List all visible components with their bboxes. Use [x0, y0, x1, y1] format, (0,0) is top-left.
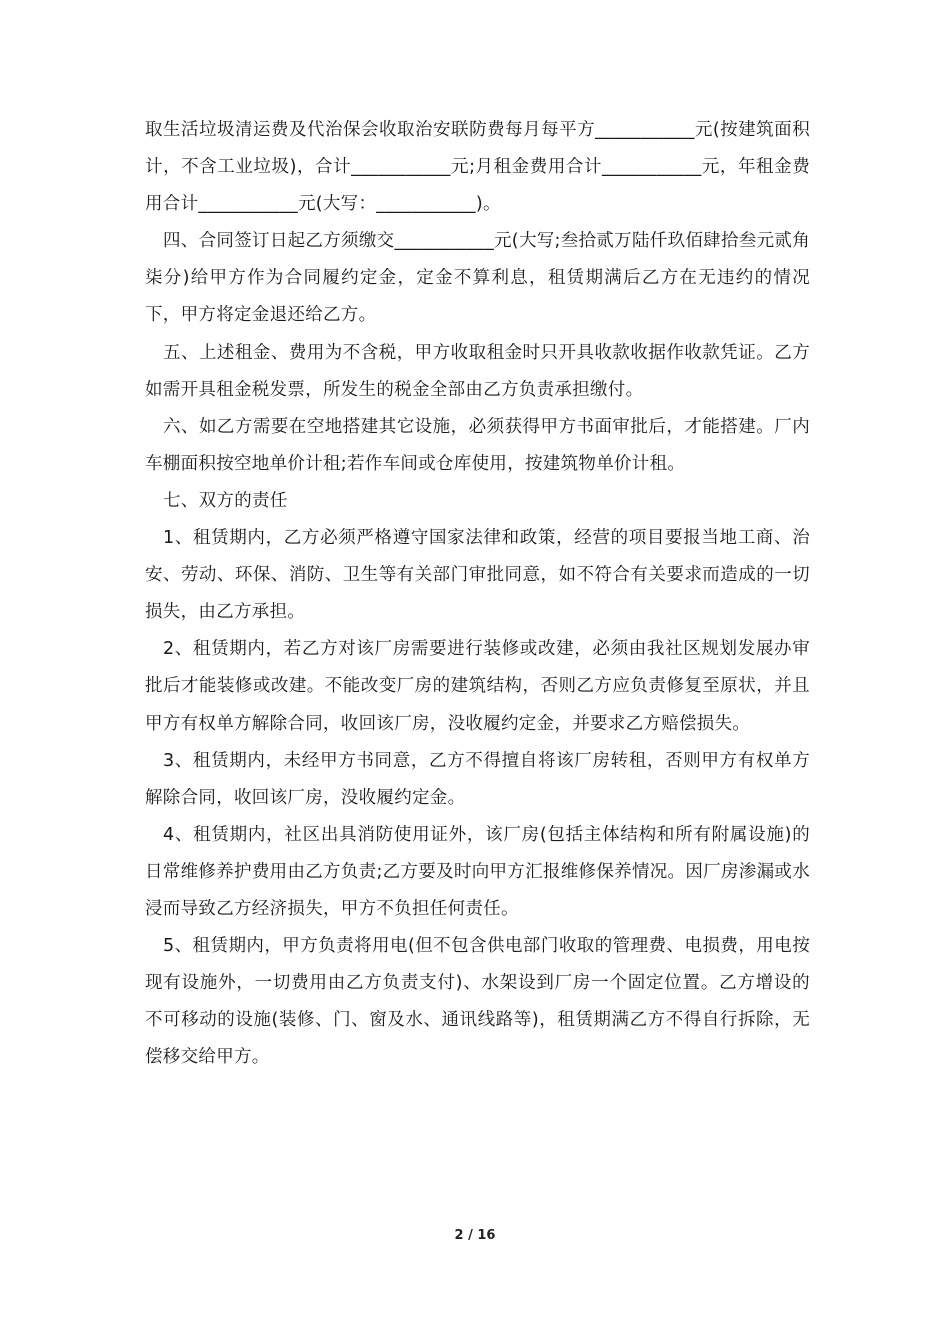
page-number: 2 / 16 [454, 1228, 496, 1243]
paragraph-clause-4-deposit: 四、合同签订日起乙方须缴交___________元(大写;叁拾贰万陆仟玖佰肆拾叁元贰角柒分)给甲方作为合同履约定金，定金不算利息，租赁期满后乙方在无违约的情况下，甲方将定金退还给乙方。 [145, 231, 810, 326]
paragraph-clause-5-tax: 五、上述租金、费用为不含税，甲方收取租金时只开具收款收据作收款凭证。乙方如需开具租金税发票，所发生的税金全部由乙方负责承担缴付。 [145, 342, 810, 400]
document-body [145, 112, 810, 1076]
paragraph-rent-fees: 取生活垃圾清运费及代治保会收取治安联防费每月每平方___________元(按建筑面积计，不含工业垃圾)，合计___________元;月租金费用合计___________元，年租金费用合计___________元(大写：___________)。 [145, 120, 810, 215]
section-heading-responsibilities: 七、双方的责任 [163, 490, 288, 511]
paragraph-item-1: 1、租赁期内，乙方必须严格遵守国家法律和政策，经营的项目要报当地工商、治安、劳动、环保、消防、卫生等有关部门审批同意，如不符合有关要求而造成的一切损失，由乙方承担。 [145, 528, 810, 623]
paragraph-item-3: 3、租赁期内，未经甲方书同意，乙方不得擅自将该厂房转租，否则甲方有权单方解除合同，收回该厂房，没收履约定金。 [145, 750, 810, 808]
paragraph-item-4: 4、租赁期内，社区出具消防使用证外，该厂房(包括主体结构和所有附属设施)的日常维修养护费用由乙方负责;乙方要及时向甲方汇报维修保养情况。因厂房渗漏或水浸而导致乙方经济损失，甲方不负担任何责任。 [145, 824, 810, 919]
paragraph-clause-6-construction: 六、如乙方需要在空地搭建其它设施，必须获得甲方书面审批后，才能搭建。厂内车棚面积按空地单价计租;若作车间或仓库使用，按建筑物单价计租。 [145, 416, 810, 474]
paragraph-item-2: 2、租赁期内，若乙方对该厂房需要进行装修或改建，必须由我社区规划发展办审批后才能装修或改建。不能改变厂房的建筑结构，否则乙方应负责修复至原状，并且甲方有权单方解除合同，收回该厂房，没收履约定金，并要求乙方赔偿损失。 [145, 639, 810, 734]
paragraph-item-5: 5、租赁期内，甲方负责将用电(但不包含供电部门收取的管理费、电损费，用电按现有设施外，一切费用由乙方负责支付)、水架设到厂房一个固定位置。乙方增设的不可移动的设施(装修、门、窗及水、通讯线路等)，租赁期满乙方不得自行拆除，无偿移交给甲方。 [145, 936, 810, 1068]
